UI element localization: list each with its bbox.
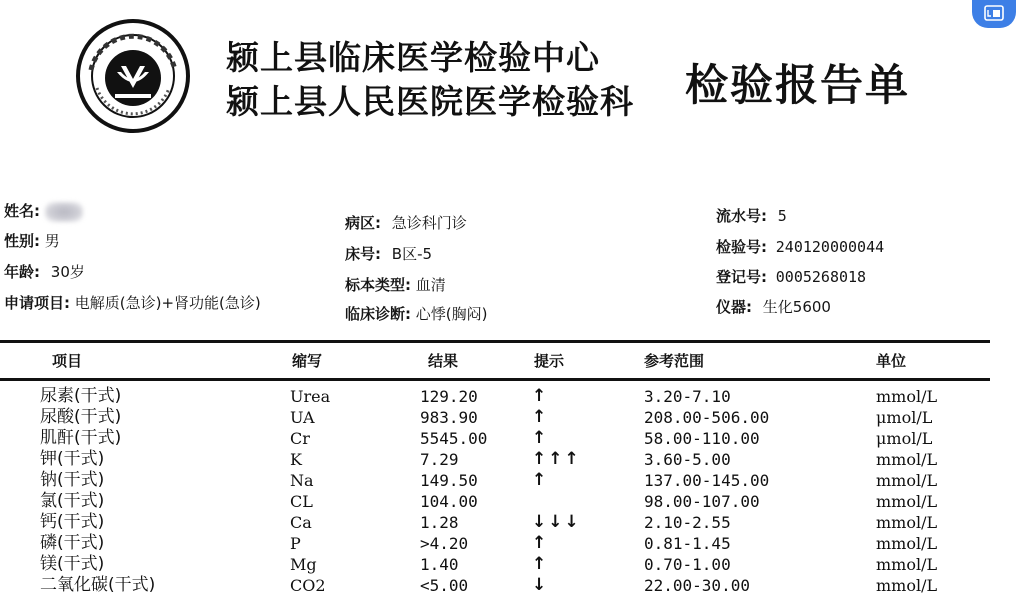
header-abbr: 缩写 — [292, 352, 323, 370]
unit: μmol/L — [876, 429, 933, 448]
bed-field — [345, 243, 432, 264]
test-name: 钠(干式) — [40, 470, 105, 490]
test-name: 尿素(干式) — [40, 386, 122, 406]
test-abbr: P — [290, 534, 301, 553]
unit: μmol/L — [876, 408, 933, 427]
test-name: 二氧化碳(干式) — [40, 575, 156, 595]
registration-field — [716, 266, 866, 287]
reference-range: 137.00-145.00 — [644, 471, 770, 490]
request-label: 申请项目: — [4, 294, 70, 312]
test-result: 1.28 — [420, 513, 459, 532]
report-title: 检验报告单 — [685, 61, 910, 111]
instrument-label: 仪器: — [716, 298, 752, 316]
table-row — [0, 407, 1024, 428]
abnormal-flag: ↑↑↑ — [532, 449, 581, 469]
test-name: 尿酸(干式) — [40, 407, 122, 427]
request-field — [4, 292, 261, 313]
patient-name-field — [4, 200, 83, 222]
test-abbr: CO2 — [290, 576, 326, 595]
test-result: >4.20 — [420, 534, 469, 553]
header-result: 结果 — [428, 352, 459, 370]
table-row — [0, 512, 1024, 533]
test-result: 104.00 — [420, 492, 478, 511]
bed-label: 床号: — [345, 245, 381, 263]
reference-range: 2.10-2.55 — [644, 513, 731, 532]
serial-label: 流水号: — [716, 207, 767, 225]
test-abbr: Na — [290, 471, 314, 490]
test-result: 983.90 — [420, 408, 478, 427]
lab-center-name: 颍上县临床医学检验中心 — [226, 38, 600, 77]
abnormal-flag: ↑ — [532, 428, 549, 448]
registration-label: 登记号: — [716, 268, 767, 286]
test-name: 钙(干式) — [40, 512, 105, 532]
test-name: 磷(干式) — [40, 533, 105, 553]
age-value: 30岁 — [50, 263, 85, 281]
specimen-label: 标本类型: — [345, 276, 411, 294]
test-name: 肌酐(干式) — [40, 428, 122, 448]
diagnosis-label: 临床诊断: — [345, 305, 411, 323]
header-item: 项目 — [52, 352, 83, 370]
abnormal-flag: ↑ — [532, 470, 549, 490]
abnormal-flag: ↓ — [532, 575, 549, 595]
age-label: 年龄: — [4, 263, 40, 281]
test-result: 129.20 — [420, 387, 478, 406]
ward-field — [345, 212, 467, 233]
ward-label: 病区: — [345, 214, 381, 232]
redacted-name — [45, 202, 83, 222]
reference-range: 0.70-1.00 — [644, 555, 731, 574]
reference-range: 3.60-5.00 — [644, 450, 731, 469]
table-row — [0, 449, 1024, 470]
unit: mmol/L — [876, 513, 938, 532]
test-result: 5545.00 — [420, 429, 488, 448]
abnormal-flag: ↓↓↓ — [532, 512, 581, 532]
test-name: 氯(干式) — [40, 491, 105, 511]
hospital-seal-logo — [75, 18, 191, 134]
table-top-rule — [0, 340, 990, 343]
table-row — [0, 533, 1024, 554]
test-result: 149.50 — [420, 471, 478, 490]
diagnosis-value: 心悸(胸闷) — [415, 305, 488, 323]
table-row — [0, 554, 1024, 575]
reference-range: 0.81-1.45 — [644, 534, 731, 553]
abnormal-flag: ↑ — [532, 554, 549, 574]
abnormal-flag: ↑ — [532, 533, 549, 553]
reference-range: 3.20-7.10 — [644, 387, 731, 406]
header-ref: 参考范围 — [644, 352, 705, 370]
open-original-icon — [984, 5, 1004, 21]
lab-department-name: 颍上县人民医院医学检验科 — [226, 82, 634, 121]
table-row — [0, 491, 1024, 512]
request-value: 电解质(急诊)+肾功能(急诊) — [74, 294, 261, 312]
test-name: 钾(干式) — [40, 449, 105, 469]
unit: mmol/L — [876, 387, 938, 406]
test-abbr: K — [290, 450, 302, 469]
reference-range: 22.00-30.00 — [644, 576, 750, 595]
specimen-value: 血清 — [415, 276, 446, 294]
test-result: 7.29 — [420, 450, 459, 469]
header-flag: 提示 — [534, 352, 565, 370]
corner-action-button[interactable] — [972, 0, 1016, 28]
table-row — [0, 575, 1024, 596]
table-row — [0, 428, 1024, 449]
serial-value: 5 — [777, 207, 787, 225]
test-abbr: Cr — [290, 429, 310, 448]
bed-value: B区-5 — [391, 245, 433, 263]
unit: mmol/L — [876, 576, 938, 595]
test-abbr: UA — [290, 408, 315, 427]
diagnosis-field — [345, 303, 488, 324]
unit: mmol/L — [876, 492, 938, 511]
test-abbr: CL — [290, 492, 313, 511]
patient-sex-field — [4, 230, 60, 251]
test-result: <5.00 — [420, 576, 469, 595]
reference-range: 208.00-506.00 — [644, 408, 770, 427]
patient-age-field — [4, 261, 85, 282]
unit: mmol/L — [876, 555, 938, 574]
reference-range: 98.00-107.00 — [644, 492, 760, 511]
table-row — [0, 470, 1024, 491]
abnormal-flag: ↑ — [532, 407, 549, 427]
serial-field — [716, 205, 787, 226]
table-header-rule — [0, 378, 990, 381]
test-result: 1.40 — [420, 555, 459, 574]
test-number-field — [716, 236, 884, 257]
instrument-field — [716, 296, 831, 317]
unit: mmol/L — [876, 450, 938, 469]
instrument-value: 生化5600 — [762, 298, 831, 316]
specimen-field — [345, 274, 446, 295]
test-abbr: Mg — [290, 555, 317, 574]
header-unit: 单位 — [876, 352, 907, 370]
unit: mmol/L — [876, 534, 938, 553]
name-label: 姓名: — [4, 202, 40, 220]
reference-range: 58.00-110.00 — [644, 429, 760, 448]
table-row — [0, 386, 1024, 407]
test-number-label: 检验号: — [716, 238, 767, 256]
test-name: 镁(干式) — [40, 554, 105, 574]
ward-value: 急诊科门诊 — [391, 214, 467, 232]
registration-value: 0005268018 — [775, 268, 867, 286]
sex-value: 男 — [44, 232, 60, 250]
sex-label: 性别: — [4, 232, 40, 250]
abnormal-flag: ↑ — [532, 386, 549, 406]
test-abbr: Ca — [290, 513, 312, 532]
unit: mmol/L — [876, 471, 938, 490]
test-number-value: 240120000044 — [775, 238, 885, 256]
test-abbr: Urea — [290, 387, 331, 406]
